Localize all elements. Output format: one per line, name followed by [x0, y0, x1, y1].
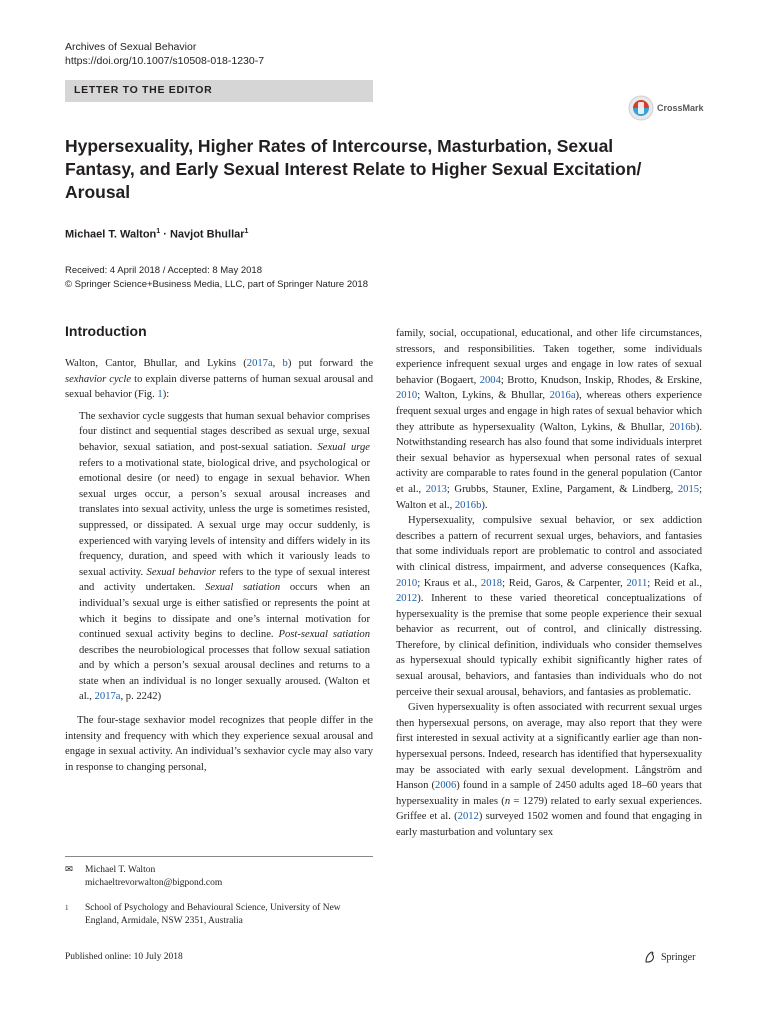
- mail-icon: ✉: [65, 864, 73, 875]
- affiliation-number: 1: [65, 904, 69, 912]
- paragraph: Given hypersexuality is often associated with recurrent sexual urges then hypersexual persons, on average, may also report that they were first interested in sexual activity at a significantly earlier age than non-hypersexual persons. Indeed, research has identified that hypersexuality may be associated with early sexual development. Långström and Hanson (2006) found in a sample of 2450 adults aged 18–60 years that hypersexuality in males (n = 1279) related to early sexual experiences. Griffee et al. (2012) surveyed 1502 women and found that engaging in early masturbation and voluntary sex: [396, 702, 702, 838]
- journal-header: [65, 40, 264, 68]
- publisher-logo[interactable]: [643, 950, 695, 964]
- publisher-name: Springer: [661, 951, 696, 963]
- citation-link[interactable]: 2016a: [549, 390, 576, 402]
- citation-link[interactable]: 2010: [396, 577, 418, 589]
- citation-link[interactable]: 2016b: [669, 421, 696, 433]
- citation-link[interactable]: 2018: [480, 577, 503, 589]
- copyright-line: © Springer Science+Business Media, LLC, part of Springer Nature 2018: [65, 279, 368, 290]
- citation-link[interactable]: 2010: [396, 390, 418, 402]
- citation-link[interactable]: 2012: [396, 593, 418, 605]
- journal-name: Archives of Sexual Behavior: [65, 41, 197, 53]
- author-separator: ·: [160, 228, 170, 241]
- author-name[interactable]: Michael T. Walton: [65, 228, 157, 241]
- author-name[interactable]: Navjot Bhullar: [169, 228, 245, 241]
- affiliation-marker: 1: [156, 228, 161, 235]
- paragraph: The four-stage sexhavior model recognizes that people differ in the intensity and frequency with which they experience sexual arousal and engage in sexual activity. An individual’s sexhavior cycle may also vary in response to changing personal,: [65, 715, 373, 773]
- body-column-left: [65, 356, 373, 775]
- crossmark-label: CrossMark: [657, 103, 704, 113]
- paragraph: family, social, occupational, educational, and other life circumstances, stressors, and responsibilities. Taken together, some individuals experience infrequent sexual urges and engage in low rates of sexual behavior (Bogaert, 2004; Brotto, Knudson, Inskip, Rhodes, & Erskine, 2010; Walton, Lykins, & Bhullar, 2016a), whereas others experience frequent sexual urges and engage in high rates of sexual behavior which they attribute as hypersexuality (Walton, Lykins, & Bhullar, 2016b). Notwithstanding research has also found that some individuals interpret their sexual behavior as hypersexual when personal rates of sexual activity are comparable to rates found in the general population (Cantor et al., 2013; Grubbs, Stauner, Exline, Pargament, & Lindberg, 2015; Walton et al., 2016b).: [396, 328, 703, 511]
- citation-link[interactable]: b: [282, 358, 288, 369]
- citation-link[interactable]: 2013: [425, 483, 447, 495]
- doi-link[interactable]: https://doi.org/10.1007/s10508-018-1230-7: [65, 55, 265, 67]
- footnote-divider: [65, 856, 373, 857]
- crossmark-badge[interactable]: [628, 94, 704, 122]
- citation-link[interactable]: 2012: [457, 811, 479, 823]
- published-date: Published online: 10 July 2018: [65, 952, 183, 962]
- citation-link[interactable]: 2004: [479, 374, 501, 386]
- section-heading: Introduction: [65, 323, 147, 339]
- article-type-label: LETTER TO THE EDITOR: [74, 84, 213, 96]
- paragraph: Walton, Cantor, Bhullar, and Lykins (2017a, b) put forward the sexhavior cycle to explain diverse patterns of human sexual arousal and sexual behavior (Fig. 1):: [65, 358, 374, 401]
- citation-link[interactable]: 2017a: [246, 358, 273, 369]
- affiliation-marker: 1: [244, 228, 249, 235]
- article-history: [65, 264, 368, 292]
- springer-horse-icon: [643, 950, 657, 964]
- citation-link[interactable]: 2016b: [454, 499, 482, 511]
- contact-email[interactable]: michaeltrevorwalton@bigpond.com: [85, 877, 223, 888]
- affiliation-text: School of Psychology and Behavioural Science, University of New England, Armidale, NSW 2351, Australia: [85, 903, 341, 926]
- crossmark-icon: [628, 95, 654, 121]
- received-accepted-dates: Received: 4 April 2018 / Accepted: 8 May 2018: [65, 265, 262, 276]
- article-type-banner: [65, 80, 373, 102]
- citation-link[interactable]: 2015: [677, 483, 700, 495]
- correspondence-footnote: [65, 864, 375, 890]
- author-list: [65, 228, 248, 241]
- citation-link[interactable]: 2017a: [94, 691, 121, 703]
- affiliation-footnote: [65, 902, 375, 928]
- citation-link[interactable]: 2006: [435, 780, 457, 792]
- body-column-right: [396, 326, 702, 841]
- figure-link[interactable]: 1: [157, 389, 163, 401]
- article-title: Hypersexuality, Higher Rates of Intercourse, Masturbation, Sexual Fantasy, and Early Sexual Interest Relate to Higher Sexual Excitation/ Arousal: [65, 136, 642, 202]
- block-quote: The sexhavior cycle suggests that human sexual behavior comprises four distinct and sequential stages described as sexual urge, sexual behavior, sexual satiation, and post-sexual satiation. Sexual urge refers to a motivational state, biological drive, and psychological or emotional desire (or need) to engage in sexual behavior. When sexual urges occur, a person’s sexual arousal increases and translates into sexual activity, unless the urge is sometimes resisted, suppressed, or dissipated. A sexual urge may occur suddenly, is experienced with varying levels of intensity and differs widely in its frequency, duration, and speed with which it variously leads to sexual activity. Sexual behavior refers to the type of sexual interest and activity undertaken. Sexual satiation occurs when an individual’s sexual urge is either satisfied or represents the point at which it begins to dissipate and one’s internal motivation for continued sexual activity begins to decline. Post-sexual satiation describes the neurobiological processes that follow sexual satiation and by which a person’s sexual arousal declines and returns to a state when an individual is no longer sexually aroused. (Walton et al., 2017a, p. 2242): [79, 410, 371, 703]
- contact-name: Michael T. Walton: [85, 865, 156, 875]
- paragraph: Hypersexuality, compulsive sexual behavior, or sex addiction describes a pattern of recurrent sexual urges, behaviors, and fantasies that some individuals report are problematic to control and associated with clinical distress, impairment, and adverse consequences (Kafka, 2010; Kraus et al., 2018; Reid, Garos, & Carpenter, 2011; Reid et al., 2012). Inherent to these varied theoretical conceptualizations of hypersexuality is the premise that some people experience their sexual behavior as recurrent, out of control, and clinically distressing. Therefore, by clinical definition, individuals who consider themselves as hypersexual should typically exhibit significantly higher rates of sexual arousal, behaviors, and fantasies than individuals who do not perceive their sexual arousal, behaviors, and fantasies as problematic.: [396, 515, 702, 698]
- citation-link[interactable]: 2011: [626, 577, 648, 589]
